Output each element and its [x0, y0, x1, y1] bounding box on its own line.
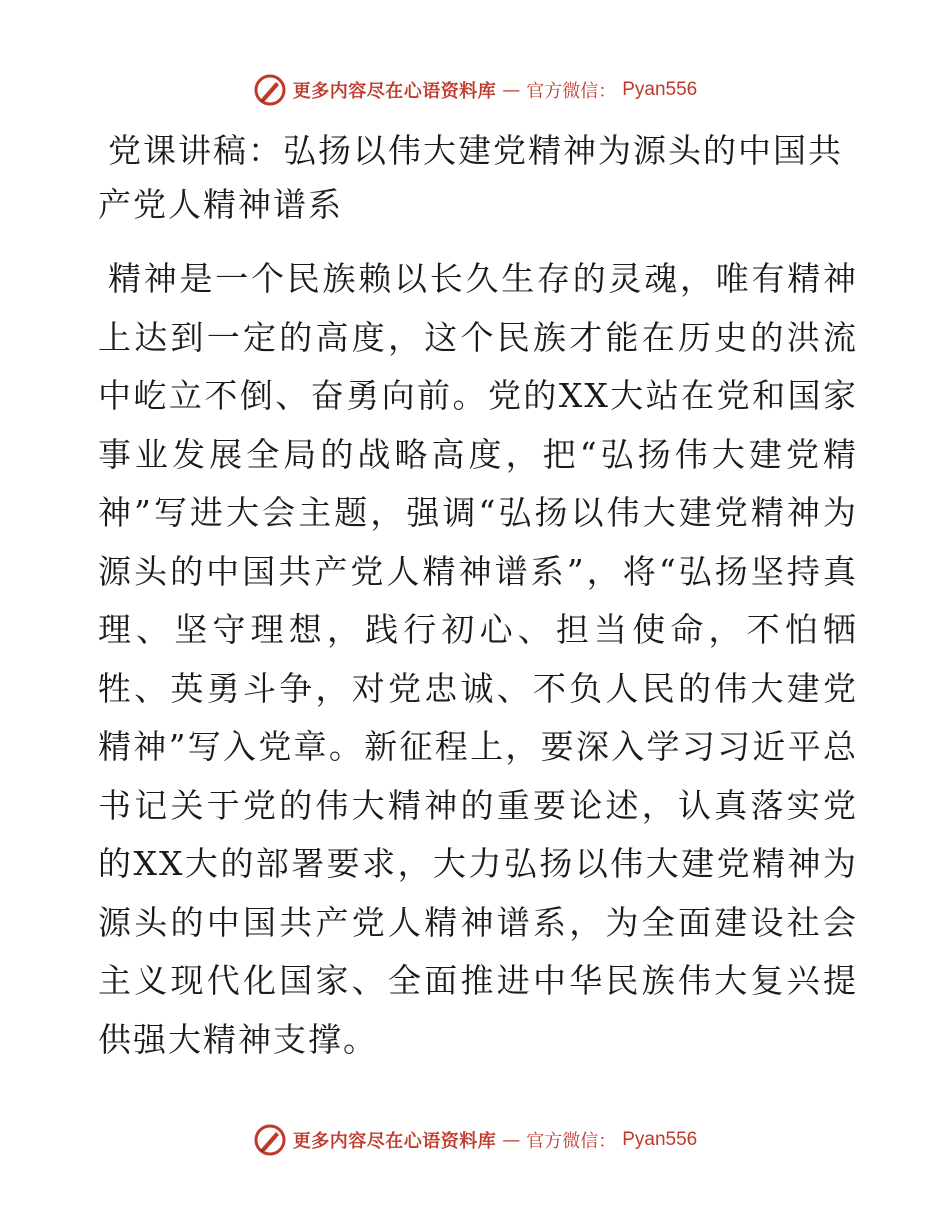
watermark-wechat-id: Pyan556	[622, 79, 698, 100]
header-watermark	[0, 70, 950, 110]
watermark-text: 更多内容尽在心语资料库	[292, 1131, 497, 1152]
watermark-official-label: 官方微信：	[526, 81, 617, 102]
watermark-separator: —	[502, 79, 521, 101]
pen-logo-icon	[253, 1123, 287, 1157]
document-title: 党课讲稿：弘扬以伟大建党精神为源头的中国共产党人精神谱系	[98, 131, 843, 224]
watermark-official-label: 官方微信：	[526, 1131, 617, 1152]
document-paragraph: 精神是一个民族赖以长久生存的灵魂，唯有精神上达到一定的高度，这个民族才能在历史的洪流中屹立不倒、奋勇向前。党的XX大站在党和国家事业发展全局的战略高度，把“弘扬伟大建党精神”写进大会主题，强调“弘扬以伟大建党精神为源头的中国共产党人精神谱系”，将“弘扬坚持真理、坚守理想，践行初心、担当使命，不怕牺牲、英勇斗争，对党忠诚、不负人民的伟大建党精神”写入党章。新征程上，要深入学习习近平总书记关于党的伟大精神的重要论述，认真落实党的XX大的部署要求，大力弘扬以伟大建党精神为源头的中国共产党人精神谱系，为全面建设社会主义现代化国家、全面推进中华民族伟大复兴提供强大精神支撑。	[98, 259, 858, 1059]
watermark-text: 更多内容尽在心语资料库	[292, 81, 497, 102]
watermark-separator: —	[502, 1129, 521, 1151]
watermark-wechat-id: Pyan556	[622, 1129, 698, 1150]
footer-watermark	[0, 1120, 950, 1160]
pen-logo-icon	[253, 73, 287, 107]
